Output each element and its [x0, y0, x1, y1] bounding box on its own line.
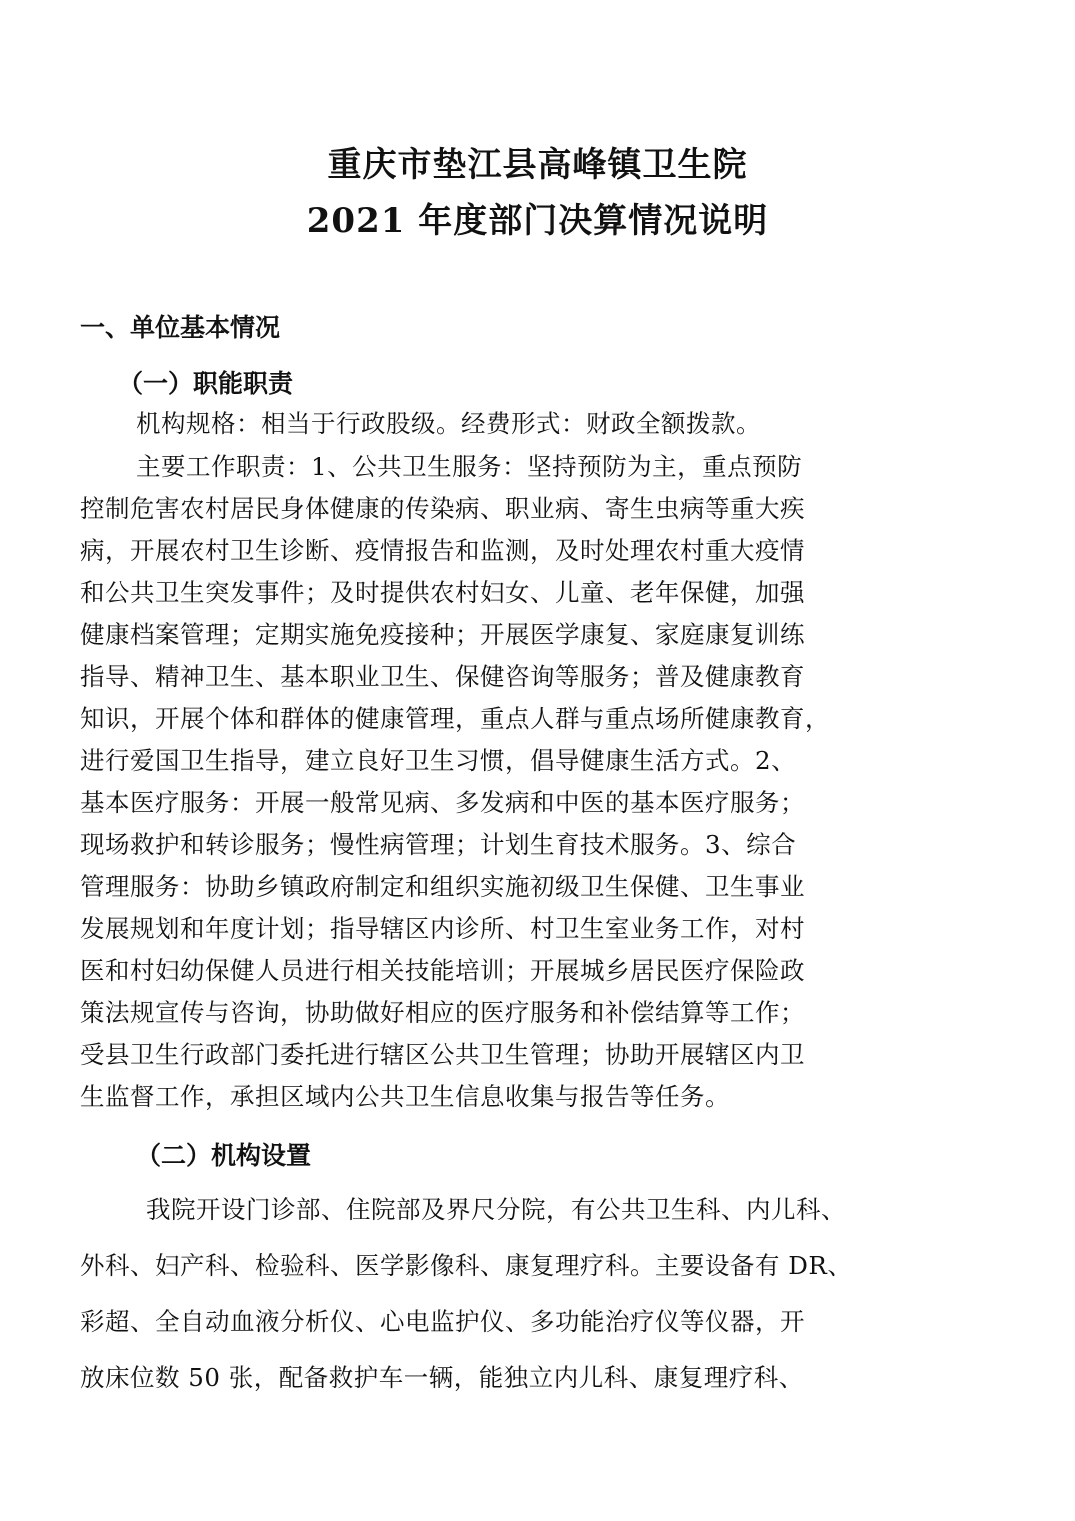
paragraph-line: 健康档案管理；定期实施免疫接种；开展医学康复、家庭康复训练	[80, 620, 805, 649]
paragraph-line: 指导、精神卫生、基本职业卫生、保健咨询等服务；普及健康教育	[80, 662, 805, 691]
paragraph-line: 控制危害农村居民身体健康的传染病、职业病、寄生虫病等重大疾	[80, 494, 805, 523]
paragraph-line: 管理服务：协助乡镇政府制定和组织实施初级卫生保健、卫生事业	[80, 872, 805, 901]
paragraph-line: 机构规格：相当于行政股级。经费形式：财政全额拨款。	[136, 409, 761, 438]
document-title-line2: 2021 年度部门决算情况说明	[306, 201, 769, 241]
paragraph-line: 我院开设门诊部、住院部及界尺分院，有公共卫生科、内儿科、	[146, 1195, 846, 1224]
paragraph-line: 彩超、全自动血液分析仪、心电监护仪、多功能治疗仪等仪器，开	[80, 1307, 805, 1336]
paragraph-line: 外科、妇产科、检验科、医学影像科、康复理疗科。主要设备有 DR、	[80, 1251, 853, 1280]
paragraph-line: 知识，开展个体和群体的健康管理，重点人群与重点场所健康教育，	[80, 704, 830, 733]
paragraph-line: 受县卫生行政部门委托进行辖区公共卫生管理；协助开展辖区内卫	[80, 1040, 805, 1069]
paragraph-line: 主要工作职责：1、公共卫生服务：坚持预防为主，重点预防	[136, 452, 803, 481]
section-heading-basic-info: 一、单位基本情况	[80, 313, 281, 342]
paragraph-line: 病，开展农村卫生诊断、疫情报告和监测，及时处理农村重大疫情	[80, 536, 805, 565]
paragraph-line: 策法规宣传与咨询，协助做好相应的医疗服务和补偿结算等工作；	[80, 998, 805, 1027]
paragraph-line: 生监督工作，承担区域内公共卫生信息收集与报告等任务。	[80, 1082, 730, 1111]
paragraph-line: 和公共卫生突发事件；及时提供农村妇女、儿童、老年保健，加强	[80, 578, 805, 607]
subsection-heading-organization: （二）机构设置	[136, 1141, 312, 1170]
paragraph-line: 放床位数 50 张，配备救护车一辆，能独立内儿科、康复理疗科、	[80, 1363, 804, 1392]
paragraph-line: 进行爱国卫生指导，建立良好卫生习惯，倡导健康生活方式。2、	[80, 746, 797, 775]
document-title-line1: 重庆市垫江县高峰镇卫生院	[327, 145, 748, 185]
paragraph-line: 医和村妇幼保健人员进行相关技能培训；开展城乡居民医疗保险政	[80, 956, 805, 985]
paragraph-line: 现场救护和转诊服务；慢性病管理；计划生育技术服务。3、综合	[80, 830, 797, 859]
paragraph-line: 基本医疗服务：开展一般常见病、多发病和中医的基本医疗服务；	[80, 788, 805, 817]
paragraph-line: 发展规划和年度计划；指导辖区内诊所、村卫生室业务工作，对村	[80, 914, 805, 943]
subsection-heading-functions: （一）职能职责	[118, 369, 294, 398]
